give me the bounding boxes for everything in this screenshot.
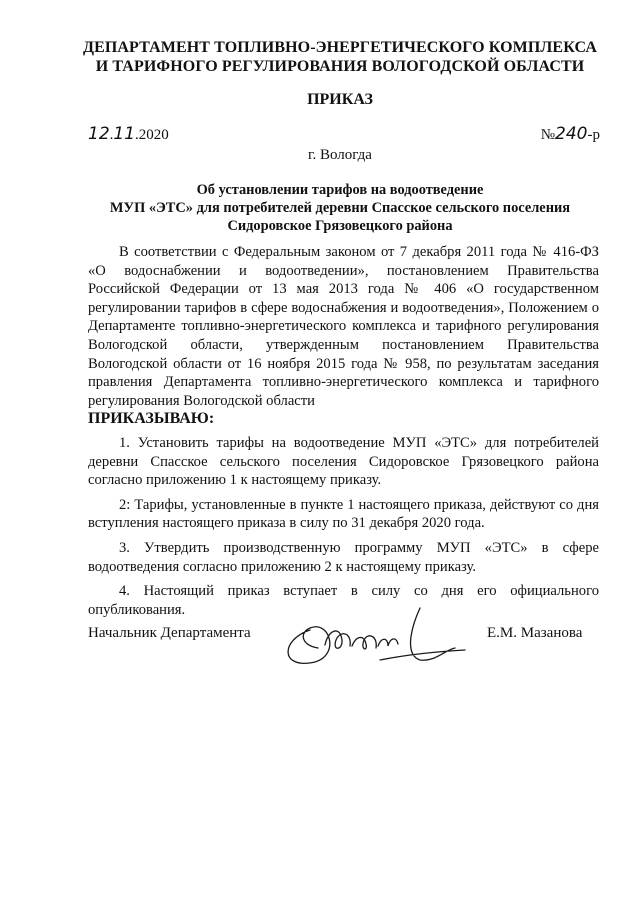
city: г. Вологда <box>308 147 372 163</box>
number-suffix: -р <box>587 127 600 143</box>
signatory-name: Е.М. Мазанова <box>487 625 583 641</box>
order-number <box>541 124 600 144</box>
order-item-3: 3. Утвердить производственную программу МУП «ЭТС» в сфере водоотведения согласно приложению 2 к настоящему приказу. <box>88 539 599 575</box>
order-item-2: 2: Тарифы, установленные в пункте 1 настоящего приказа, действуют со дня вступления настоящего приказа в силу по 31 декабря 2020 года. <box>88 496 599 532</box>
order-title: ПРИКАЗ <box>307 91 373 108</box>
header-line-2: И ТАРИФНОГО РЕГУЛИРОВАНИЯ ВОЛОГОДСКОЙ ОБЛАСТИ <box>95 58 585 75</box>
date-day: 12 <box>88 124 110 144</box>
order-item-1: 1. Установить тарифы на водоотведение МУП «ЭТС» для потребителей деревни Спасское сельского поселения Сидоровское Грязовецкого района согласно приложению 1 к настоящему приказу. <box>88 435 599 489</box>
preamble-paragraph: В соответствии с Федеральным законом от 7 декабря 2011 года № 416-ФЗ «О водоснабжении и водоотведении», постановлением Правительства Российской Федерации от 13 мая 2013 года № 406 «О государственном регулировании тарифов в сфере водоснабжения и водоотведения», Положением о Департаменте топливно-энергетического комплекса и тарифного регулирования Вологодской области, утвержденным постановлением Правительства Вологодской области от 16 ноября 2015 года № 958, по результатам заседания правления Департамента топливно-энергетического комплекса и тарифного регулирования Вологодской области <box>88 244 599 409</box>
order-word: ПРИКАЗЫВАЮ: <box>88 410 215 428</box>
date-month: 11 <box>113 124 136 144</box>
subject-line-3: Сидоровское Грязовецкого района <box>227 218 453 234</box>
signatory-position: Начальник Департамента <box>88 625 251 641</box>
signature-image <box>270 600 470 680</box>
date-year: .2020 <box>135 127 169 143</box>
subject-line-2: МУП «ЭТС» для потребителей деревни Спасское сельского поселения <box>109 200 571 216</box>
order-date: 12.11.2020 <box>88 124 169 144</box>
subject-line-1: Об установлении тарифов на водоотведение <box>196 182 484 198</box>
header-line-1: ДЕПАРТАМЕНТ ТОПЛИВНО-ЭНЕРГЕТИЧЕСКОГО КОМПЛЕКСА <box>82 39 598 56</box>
order-subject <box>70 181 610 235</box>
number-prefix: № <box>540 127 556 143</box>
order-item-4: 4. Настоящий приказ вступает в силу со дня его официального опубликования. <box>88 583 599 618</box>
order-items <box>88 434 599 625</box>
number-value: 240 <box>555 124 588 144</box>
preamble-block <box>88 243 599 429</box>
department-header <box>60 38 620 76</box>
